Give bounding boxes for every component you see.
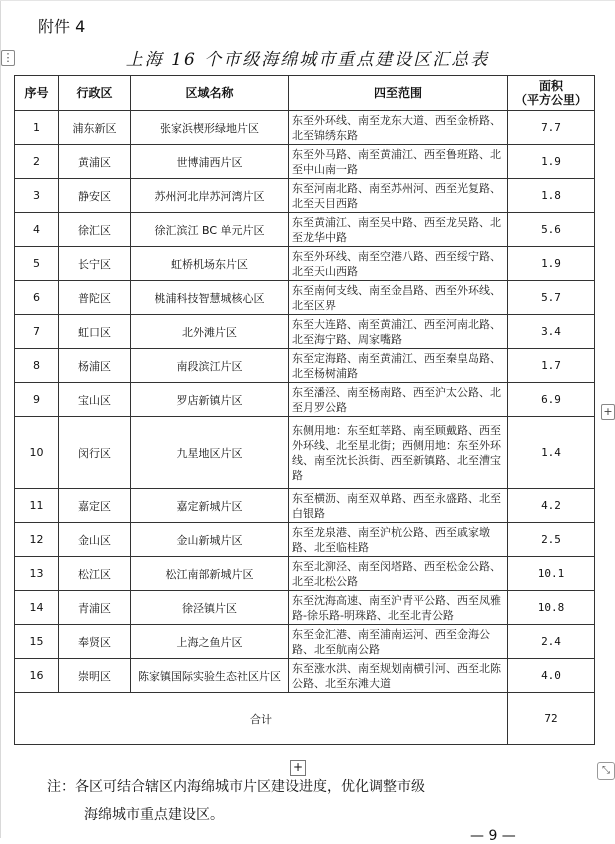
- row-size: 2.5: [508, 523, 595, 557]
- row-size: 10.1: [508, 557, 595, 591]
- header-scope: 四至范围: [289, 76, 508, 111]
- row-area-name: 南段滨江片区: [131, 349, 289, 383]
- page-title: 上海 16 个市级海绵城市重点建设区汇总表: [125, 50, 490, 70]
- row-size: 10.8: [508, 591, 595, 625]
- row-scope: 东至涨水洪、南至规划南横引河、西至北陈公路、北至东滩大道: [289, 659, 508, 693]
- header-size: 面积 （平方公里）: [508, 76, 595, 111]
- row-scope: 东至龙泉港、南至沪杭公路、西至戚家墩路、北至临桂路: [289, 523, 508, 557]
- row-size: 1.4: [508, 417, 595, 489]
- total-row: [15, 693, 595, 745]
- row-size: 4.2: [508, 489, 595, 523]
- row-district: 浦东新区: [59, 111, 131, 145]
- row-district: 长宁区: [59, 247, 131, 281]
- row-index: 5: [15, 247, 59, 281]
- row-size: 1.7: [508, 349, 595, 383]
- row-district: 杨浦区: [59, 349, 131, 383]
- row-size: 6.9: [508, 383, 595, 417]
- row-scope: 东至金汇港、南至浦南运河、西至金海公路、北至航南公路: [289, 625, 508, 659]
- table-row: [15, 591, 595, 625]
- row-size: 5.6: [508, 213, 595, 247]
- row-index: 16: [15, 659, 59, 693]
- row-district: 松江区: [59, 557, 131, 591]
- table-row: [15, 417, 595, 489]
- table-row: [15, 145, 595, 179]
- row-district: 嘉定区: [59, 489, 131, 523]
- row-district: 崇明区: [59, 659, 131, 693]
- table-row: [15, 281, 595, 315]
- row-index: 8: [15, 349, 59, 383]
- row-area-name: 金山新城片区: [131, 523, 289, 557]
- row-district: 奉贤区: [59, 625, 131, 659]
- total-value: 72: [508, 693, 595, 745]
- header-index: 序号: [15, 76, 59, 111]
- page-edge: [0, 0, 1, 838]
- row-area-name: 苏州河北岸苏河湾片区: [131, 179, 289, 213]
- row-index: 12: [15, 523, 59, 557]
- row-area-name: 虹桥机场东片区: [131, 247, 289, 281]
- table-body: [15, 111, 595, 693]
- row-district: 静安区: [59, 179, 131, 213]
- row-area-name: 罗店新镇片区: [131, 383, 289, 417]
- row-scope: 东至沈海高速、南至沪青平公路、西至凤雅路-徐乐路-明珠路、北至北青公路: [289, 591, 508, 625]
- table-row: [15, 179, 595, 213]
- row-district: 徐汇区: [59, 213, 131, 247]
- add-row-icon[interactable]: +: [290, 760, 306, 776]
- row-scope: 东侧用地：东至虹莘路、南至顾戴路、西至外环线、北至星北街；西侧用地：东至外环线、南至沈长浜街、西至新镇路、北至漕宝路: [289, 417, 508, 489]
- row-size: 2.4: [508, 625, 595, 659]
- row-scope: 东至定海路、南至黄浦江、西至秦皇岛路、北至杨树浦路: [289, 349, 508, 383]
- table-row: [15, 111, 595, 145]
- row-size: 1.8: [508, 179, 595, 213]
- corner-expand-icon[interactable]: ⤡: [597, 762, 615, 780]
- right-add-column-icon[interactable]: +: [601, 404, 615, 420]
- row-area-name: 徐泾镇片区: [131, 591, 289, 625]
- table-row: [15, 247, 595, 281]
- row-district: 闵行区: [59, 417, 131, 489]
- row-index: 10: [15, 417, 59, 489]
- row-size: 5.7: [508, 281, 595, 315]
- row-area-name: 松江南部新城片区: [131, 557, 289, 591]
- row-area-name: 北外滩片区: [131, 315, 289, 349]
- row-scope: 东至外环线、南至龙东大道、西至金桥路、北至锦绣东路: [289, 111, 508, 145]
- row-area-name: 嘉定新城片区: [131, 489, 289, 523]
- table-row: [15, 557, 595, 591]
- row-size: 1.9: [508, 145, 595, 179]
- row-district: 普陀区: [59, 281, 131, 315]
- row-area-name: 张家浜楔形绿地片区: [131, 111, 289, 145]
- row-district: 虹口区: [59, 315, 131, 349]
- row-size: 7.7: [508, 111, 595, 145]
- row-scope: 东至外马路、南至黄浦江、西至鲁班路、北至中山南一路: [289, 145, 508, 179]
- row-index: 2: [15, 145, 59, 179]
- row-area-name: 徐汇滨江 BC 单元片区: [131, 213, 289, 247]
- row-index: 15: [15, 625, 59, 659]
- row-scope: 东至外环线、南至空港八路、西至绥宁路、北至天山西路: [289, 247, 508, 281]
- row-area-name: 九星地区片区: [131, 417, 289, 489]
- row-size: 1.9: [508, 247, 595, 281]
- left-margin-handle-icon[interactable]: ⋮: [2, 51, 14, 64]
- row-district: 宝山区: [59, 383, 131, 417]
- row-index: 6: [15, 281, 59, 315]
- page-number: — 9 —: [470, 828, 516, 844]
- header-district: 行政区: [59, 76, 131, 111]
- summary-table: [14, 75, 595, 745]
- table-row: [15, 625, 595, 659]
- row-index: 3: [15, 179, 59, 213]
- table-row: [15, 349, 595, 383]
- row-index: 11: [15, 489, 59, 523]
- table-row: [15, 383, 595, 417]
- row-scope: 东至横沥、南至双单路、西至永盛路、北至白银路: [289, 489, 508, 523]
- row-index: 13: [15, 557, 59, 591]
- row-size: 3.4: [508, 315, 595, 349]
- row-index: 14: [15, 591, 59, 625]
- row-district: 黄浦区: [59, 145, 131, 179]
- table-header-row: [15, 76, 595, 111]
- note-text: 注：各区可结合辖区内海绵城市片区建设进度，优化调整市级: [47, 779, 425, 795]
- table-row: [15, 659, 595, 693]
- row-area-name: 世博浦西片区: [131, 145, 289, 179]
- row-scope: 东至黄浦江、南至吴中路、西至龙吴路、北至龙华中路: [289, 213, 508, 247]
- row-district: 青浦区: [59, 591, 131, 625]
- table-row: [15, 213, 595, 247]
- row-area-name: 上海之鱼片区: [131, 625, 289, 659]
- row-index: 4: [15, 213, 59, 247]
- row-scope: 东至河南北路、南至苏州河、西至光复路、北至天目西路: [289, 179, 508, 213]
- row-scope: 东至大连路、南至黄浦江、西至河南北路、北至海宁路、周家嘴路: [289, 315, 508, 349]
- row-area-name: 陈家镇国际实验生态社区片区: [131, 659, 289, 693]
- table-row: [15, 523, 595, 557]
- row-index: 9: [15, 383, 59, 417]
- row-scope: 东至南何支线、南至金昌路、西至外环线、北至区界: [289, 281, 508, 315]
- header-area-name: 区域名称: [131, 76, 289, 111]
- row-size: 4.0: [508, 659, 595, 693]
- row-index: 7: [15, 315, 59, 349]
- row-area-name: 桃浦科技智慧城核心区: [131, 281, 289, 315]
- page-edge-top: [0, 0, 615, 1]
- row-index: 1: [15, 111, 59, 145]
- row-scope: 东至潘泾、南至杨南路、西至沪太公路、北至月罗公路: [289, 383, 508, 417]
- table-row: [15, 315, 595, 349]
- row-district: 金山区: [59, 523, 131, 557]
- table-row: [15, 489, 595, 523]
- attachment-label: 附件 4: [38, 17, 86, 36]
- note-text-continued: 海绵城市重点建设区。: [84, 807, 224, 823]
- row-scope: 东至北泖泾、南至闵塔路、西至松金公路、北至北松公路: [289, 557, 508, 591]
- total-label: 合计: [15, 693, 508, 745]
